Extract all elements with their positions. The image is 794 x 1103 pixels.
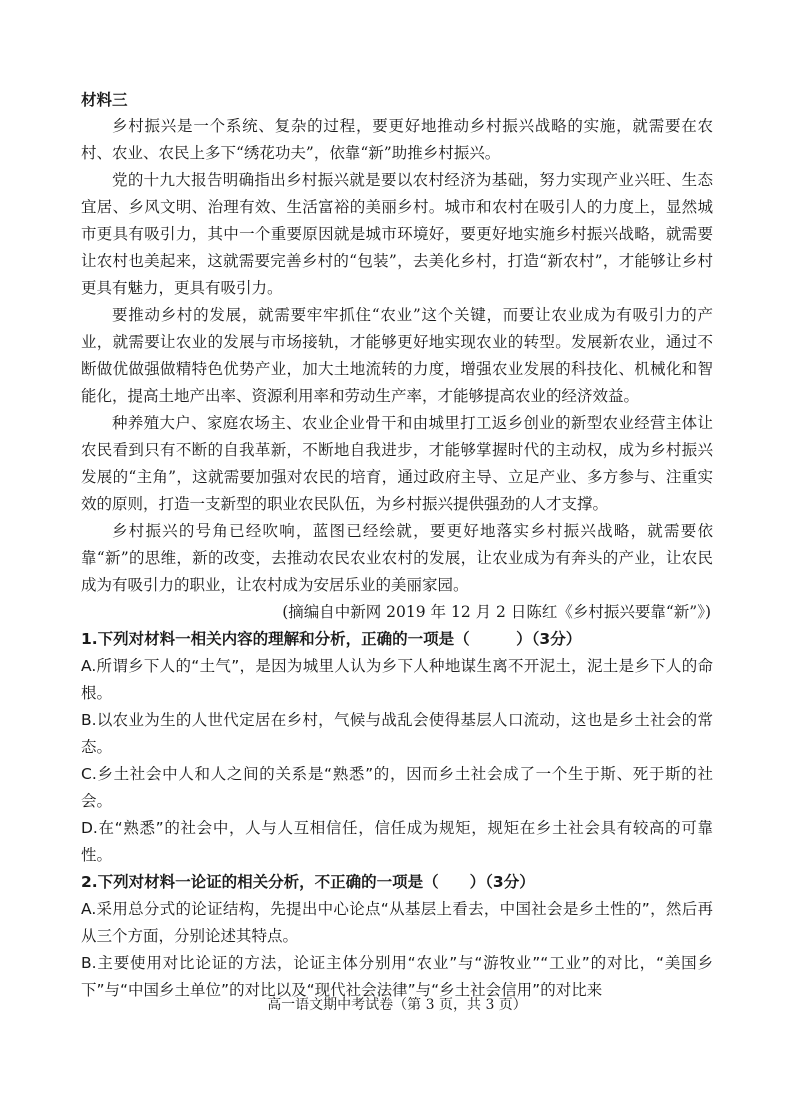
question-2-option-a: A.采用总分式的论证结构，先提出中心论点“从基层上看去，中国社会是乡土性的”，然后再从三个方面，分别论述其特点。 — [81, 900, 713, 945]
page-footer: 高一语文期中考试卷（第 3 页，共 3 页） — [267, 997, 527, 1013]
question-1-stem: 1.下列对材料一相关内容的理解和分析，正确的一项是（ ）（3分） — [81, 630, 582, 648]
section-title: 材料三 — [81, 90, 128, 109]
paragraph-3: 要推动乡村的发展，就需要牢牢抓住“农业”这个关键，而要让农业成为有吸引力的产业，就需要让农业的发展与市场接轨，才能够更好地实现农业的转型。发展新农业，通过不断做优做强做精特色优势产业，加大土地流转的力度，增强农业发展的科技化、机械化和智能化，提高土地产出率、资源利用率和劳动生产率，才能够提高农业的经济效益。 — [81, 306, 713, 405]
page-content — [81, 86, 713, 1004]
question-2-stem: 2.下列对材料一论证的相关分析，不正确的一项是（ ）（3分） — [81, 873, 535, 891]
question-1-option-a: A.所谓乡下人的“土气”，是因为城里人认为乡下人种地谋生离不开泥土，泥土是乡下人的命根。 — [81, 657, 713, 702]
paragraph-5: 乡村振兴的号角已经吹响，蓝图已经绘就，要更好地落实乡村振兴战略，就需要依靠“新”的思维，新的改变，去推动农民农业农村的发展，让农业成为有奔头的产业，让农民成为有吸引力的职业，让农村成为安居乐业的美丽家园。 — [81, 522, 713, 594]
paragraph-4: 种养殖大户、家庭农场主、农业企业骨干和由城里打工返乡创业的新型农业经营主体让农民看到只有不断的自我革新，不断地自我进步，才能够掌握时代的主动权，成为乡村振兴发展的“主角”，这就需要加强对农民的培育，通过政府主导、立足产业、多方参与、注重实效的原则，打造一支新型的职业农民队伍，为乡村振兴提供强劲的人才支撑。 — [81, 414, 713, 513]
source-citation: (摘编自中新网 2019 年 12 月 2 日陈红《乡村振兴要靠“新”》) — [282, 603, 711, 621]
question-1-option-d: D.在“熟悉”的社会中，人与人互相信任，信任成为规矩，规矩在乡土社会具有较高的可靠性。 — [81, 819, 713, 864]
paragraph-2: 党的十九大报告明确指出乡村振兴就是要以农村经济为基础，努力实现产业兴旺、生态宜居、乡风文明、治理有效、生活富裕的美丽乡村。城市和农村在吸引人的力度上，显然城市更具有吸引力，其中一个重要原因就是城市环境好，要更好地实施乡村振兴战略，就需要让农村也美起来，这就需要完善乡村的“包装”，去美化乡村，打造“新农村”，才能够让乡村更具有魅力，更具有吸引力。 — [81, 171, 713, 297]
question-1-option-c: C.乡土社会中人和人之间的关系是“熟悉”的，因而乡土社会成了一个生于斯、死于斯的社会。 — [81, 765, 713, 810]
question-1-option-b: B.以农业为生的人世代定居在乡村，气候与战乱会使得基层人口流动，这也是乡土社会的常态。 — [81, 711, 713, 756]
question-2-option-b: B.主要使用对比论证的方法，论证主体分别用“农业”与“游牧业”“工业”的对比，“美国乡下”与“中国乡土单位”的对比以及“现代社会法律”与“乡土社会信用”的对比来 — [81, 954, 713, 999]
paragraph-1: 乡村振兴是一个系统、复杂的过程，要更好地推动乡村振兴战略的实施，就需要在农村、农业、农民上多下“绣花功夫”，依靠“新”助推乡村振兴。 — [81, 117, 713, 162]
